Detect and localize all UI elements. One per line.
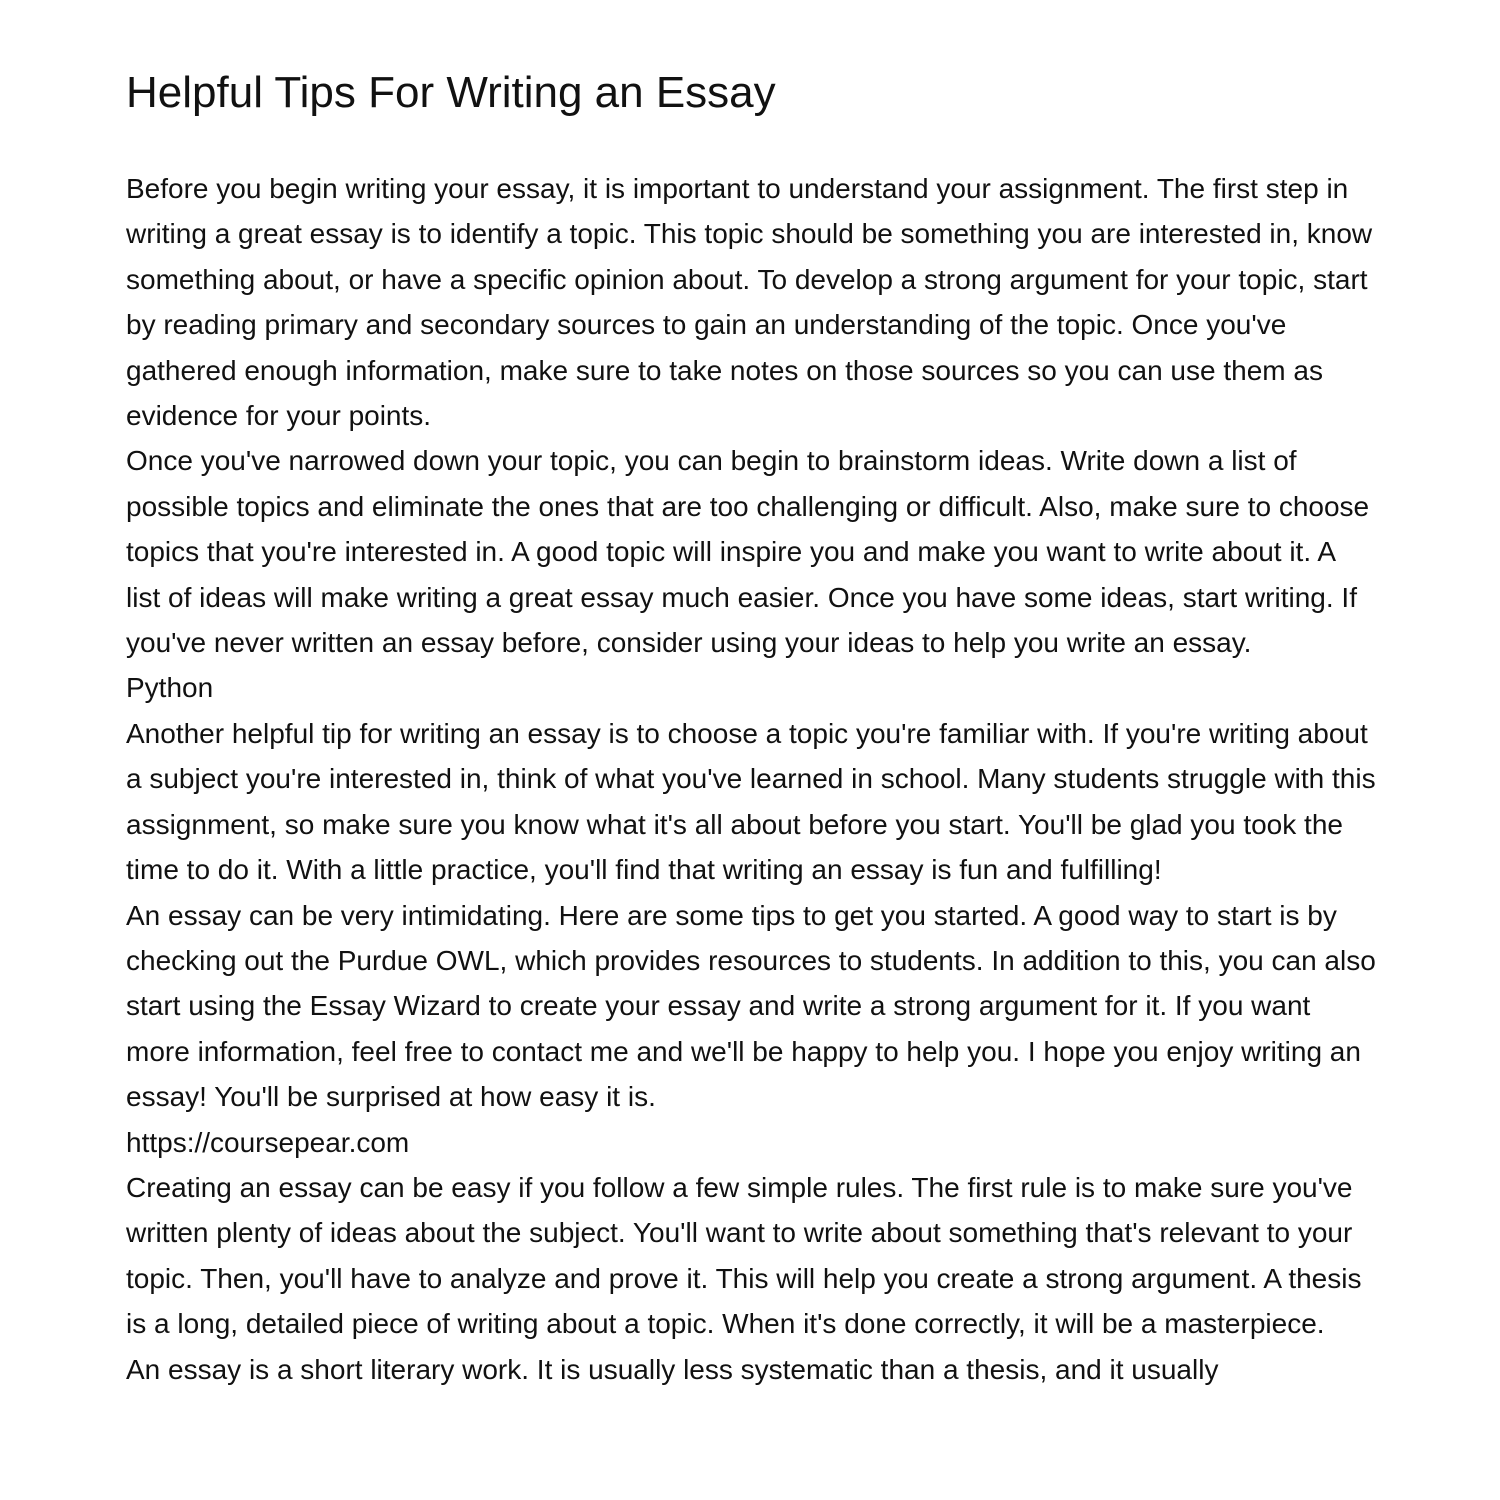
url-line: https://coursepear.com [126,1126,410,1158]
paragraph-brainstorm-ideas: Once you've narrowed down your topic, you can begin to brainstorm ideas. Write down a list of possible topics and eliminate the ones that are too challenging or difficult. Also, make sure to choose topics that you're interested in. A good topic will inspire you and make you want to write about it. A list of ideas will make writing a great essay much easier. Once you have some ideas, start writing. If you've never written an essay before, consider using your ideas to help you write an essay. [126,445,1370,659]
keyword-line: Python [126,672,214,704]
document-body [126,166,1376,1392]
paragraph-getting-started: An essay can be very intimidating. Here are some tips to get you started. A good way to start is by checking out the Purdue OWL, which provides resources to students. In addition to this, you can also start using the Essay Wizard to create your essay and write a strong argument for it. If you want more information, feel free to contact me and we'll be happy to help you. I hope you enjoy writing an essay! You'll be surprised at how easy it is. [126,899,1376,1113]
document-title: Helpful Tips For Writing an Essay [126,68,776,117]
paragraph-familiar-topic: Another helpful tip for writing an essay is to choose a topic you're familiar with. If you're writing about a subject you're interested in, think of what you've learned in school. Many students struggle with this assignment, so make sure you know what it's all about before you start. You'll be glad you took the time to do it. With a little practice, you'll find that writing an essay is fun and fulfilling! [126,717,1376,886]
paragraph-understand-assignment: Before you begin writing your essay, it is important to understand your assignment. The first step in writing a great essay is to identify a topic. This topic should be something you are interested in, know something about, or have a specific opinion about. To develop a strong argument for your topic, start by reading primary and secondary sources to gain an understanding of the topic. Once you've gathered enough information, make sure to take notes on those sources so you can use them as evidence for your points. [126,173,1373,432]
paragraph-simple-rules: Creating an essay can be easy if you follow a few simple rules. The first rule is to make sure you've written plenty of ideas about the subject. You'll want to write about something that's relevant to your topic. Then, you'll have to analyze and prove it. This will help you create a strong argument. A thesis is a long, detailed piece of writing about a topic. When it's done correctly, it will be a masterpiece. [126,1171,1362,1340]
paragraph-short-literary-work: An essay is a short literary work. It is usually less systematic than a thesis, and it usually [126,1353,1219,1385]
